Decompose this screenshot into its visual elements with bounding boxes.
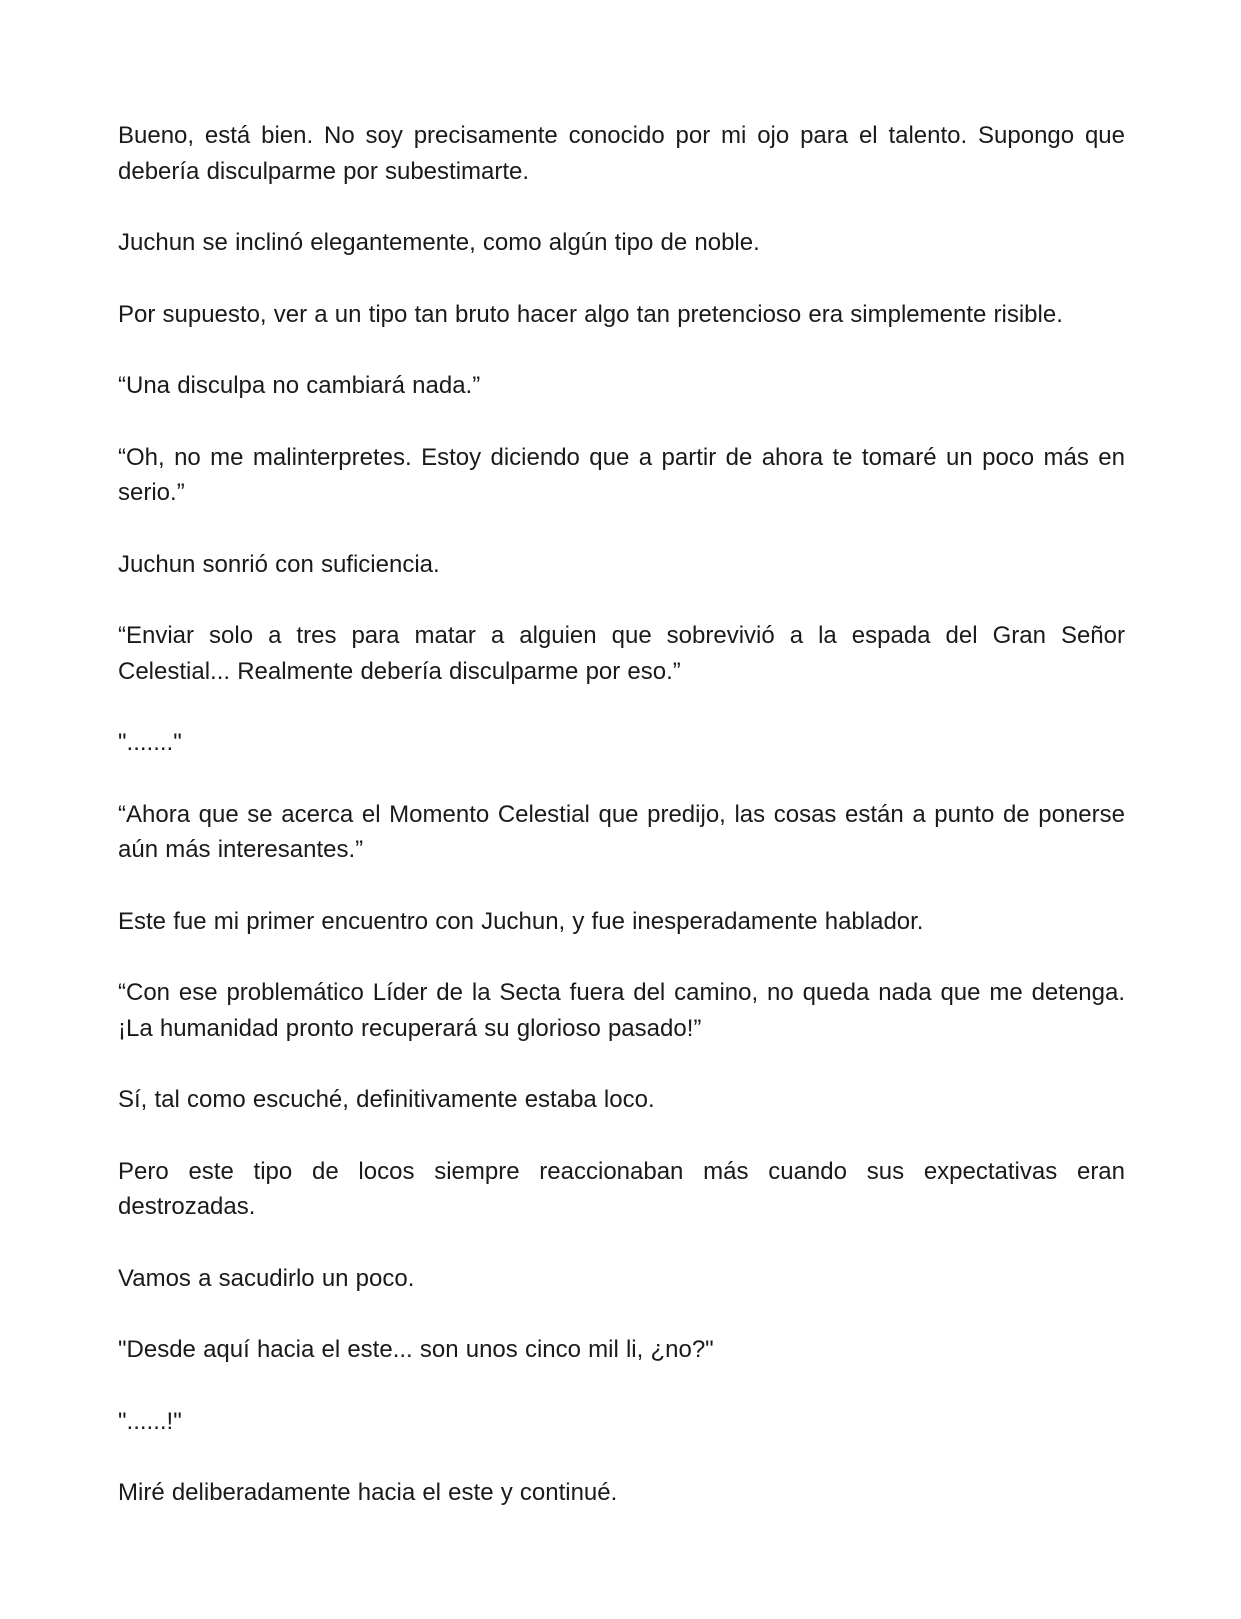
paragraph: “Con ese problemático Líder de la Secta fuera del camino, no queda nada que me detenga. ¡La humanidad pronto recuperará su glorioso pasado!”	[118, 979, 1125, 1042]
paragraph: Juchun sonrió con suficiencia.	[118, 550, 440, 578]
paragraph: “Una disculpa no cambiará nada.”	[118, 372, 481, 399]
paragraph: “Oh, no me malinterpretes. Estoy diciendo que a partir de ahora te tomaré un poco más en serio.”	[118, 443, 1125, 506]
paragraph: Bueno, está bien. No soy precisamente conocido por mi ojo para el talento. Supongo que debería disculparme por subestimarte.	[118, 122, 1125, 185]
paragraph: "......!"	[118, 1407, 182, 1435]
paragraph: "Desde aquí hacia el este... son unos cinco mil li, ¿no?"	[118, 1336, 714, 1363]
paragraph: Pero este tipo de locos siempre reaccionaban más cuando sus expectativas eran destrozadas.	[118, 1157, 1125, 1220]
paragraph: Este fue mi primer encuentro con Juchun, y fue inesperadamente hablador.	[118, 907, 924, 935]
paragraph: Sí, tal como escuché, definitivamente estaba loco.	[118, 1086, 655, 1113]
paragraph: Por supuesto, ver a un tipo tan bruto hacer algo tan pretencioso era simplemente risible.	[118, 300, 1063, 328]
paragraph: Vamos a sacudirlo un poco.	[118, 1264, 415, 1292]
paragraph: "......."	[118, 729, 182, 756]
paragraph: “Ahora que se acerca el Momento Celestial que predijo, las cosas están a punto de ponerse aún más interesantes.”	[118, 800, 1125, 863]
paragraph: Juchun se inclinó elegantemente, como algún tipo de noble.	[118, 229, 760, 256]
paragraph: Miré deliberadamente hacia el este y continué.	[118, 1479, 618, 1506]
paragraph: “Enviar solo a tres para matar a alguien que sobrevivió a la espada del Gran Señor Celestial... Realmente debería disculparme por eso.”	[118, 622, 1125, 685]
document-body	[118, 118, 1125, 1547]
